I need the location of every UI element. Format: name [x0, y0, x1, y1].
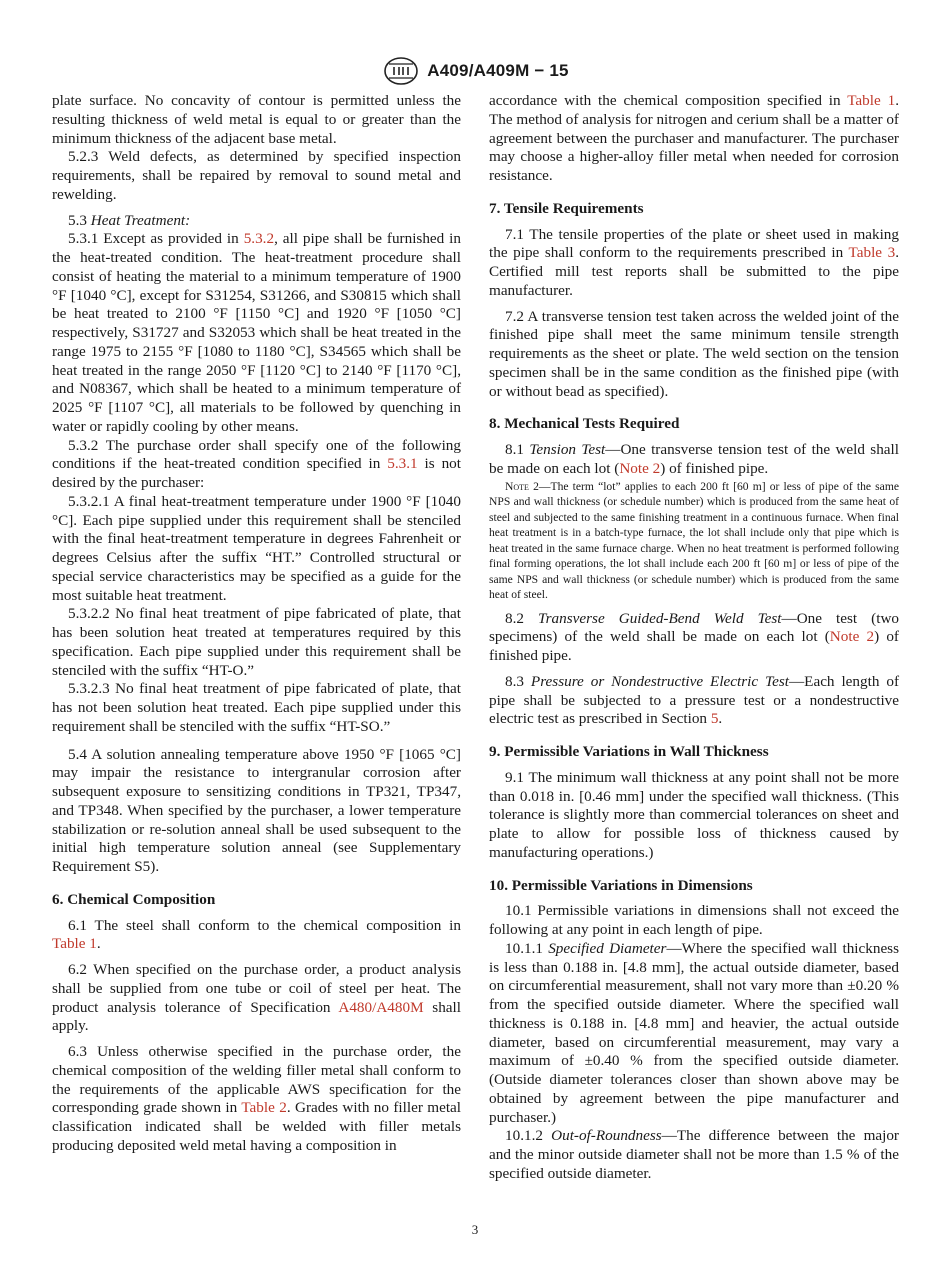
link-table-3[interactable]: Table 3 — [848, 244, 896, 262]
paragraph-6-1: 6.1 The steel shall conform to the chemical composition in Table 1. — [52, 916, 461, 953]
paragraph-8-2: 8.2 Transverse Guided-Bend Weld Test—One test (two specimens) of the weld shall be made on each lot (Note 2) of finished pipe. — [489, 609, 900, 664]
paragraph-5-2-3: 5.2.3 Weld defects, as determined by specified inspection requirements, shall be repaired by removal to sound metal and rewelding. — [52, 148, 461, 203]
paragraph-7-2: 7.2 A transverse tension test taken across the welded joint of the finished pipe shall meet the same minimum tensile strength requirements as the sheet or plate. The weld section on the tension specimen shall be in the same condition as the finished pipe (with or without bead as specified). — [489, 307, 899, 400]
paragraph-10-1-1: 10.1.1 Specified Diameter—Where the specified wall thickness is less than 0.188 in. [4.8 mm], the actual outside diameter, based on circumferential measurement, shall not vary more than ±0.20 % from the specified outside diameter. Where the specified wall thickness is 0.188 in. [4.8 mm] and heavier, the actual outside diameter, based on circumferential measurement, may vary a maximum of ±0.40 % from the specified outside diameter. (Outside diameter tolerances closer than shown above may be obtained by agreement between the pipe manufacturer and purchaser.) — [489, 939, 900, 1126]
section-8-heading: 8. Mechanical Tests Required — [489, 415, 680, 433]
paragraph: plate surface. No concavity of contour is permitted unless the resulting thickness of weld metal is equal to or greater than the minimum thickness of the adjacent base metal. — [52, 92, 461, 147]
section-6-heading: 6. Chemical Composition — [52, 890, 216, 908]
paragraph-10-1: 10.1 Permissible variations in dimensions shall not exceed the following at any point in each length of pipe. — [489, 902, 899, 938]
paragraph-5-3-1: 5.3.1 Except as provided in 5.3.2, all pipe shall be furnished in the heat-treated condition. The heat-treatment procedure shall consist of heating the material to a minimum temperature of 1900 °F [1040 °C], except for S31254, S31266, and S30815 which shall be heat treated to 2100 °F [1150 °C] and 1920 °F [1050 °C] respectively, S31727 and S32053 which shall be heat treated in the range 1975 to 2155 °F [1080 to 1180 °C], S34565 which shall be heat treated in the range 2050 °F [1120 °C] to 2140 °F [1170 °C], and N08367, which shall be heated to a minimum temperature of 2025 °F [1107 °C], all materials to be followed by quenching in water or rapidly cooling by other means. — [52, 230, 461, 435]
paragraph-9-1: 9.1 The minimum wall thickness at any point shall not be more than 0.018 in. [0.46 mm] under the specified wall thickness. (This tolerance is slightly more than commercial tolerances on sheet and plate to allow for possible loss of thickness caused by manufacturing operations.) — [489, 768, 899, 861]
paragraph-6-2: 6.2 When specified on the purchase order, a product analysis shall be supplied from one tube or coil of steel per heat. The product analysis tolerance of Specification A480/A480M shall apply. — [52, 961, 461, 1035]
paragraph-6-3-cont: accordance with the chemical composition specified in Table 1. The method of analysis for nitrogen and cerium shall be a matter of agreement between the purchaser and manufacturer. The purchaser may choose a higher-alloy filler metal when needed for corrosion resistance. — [489, 92, 899, 184]
paragraph-5-3-2: 5.3.2 The purchase order shall specify one of the following conditions if the heat-treated condition specified in 5.3.1 is not desired by the purchaser: — [52, 436, 461, 491]
link-5-3-1[interactable]: 5.3.1 — [387, 455, 418, 473]
section-10-heading: 10. Permissible Variations in Dimensions — [489, 876, 753, 894]
paragraph-5-3-2-2: 5.3.2.2 No final heat treatment of pipe fabricated of plate, that has been solution heat treated at temperatures required by this specification. Each pipe supplied under this requirement shall be stenciled with the suffix “HT-O.” — [52, 605, 461, 679]
page-number: 3 — [471, 1222, 479, 1237]
right-column — [489, 92, 899, 1184]
section-7-heading: 7. Tensile Requirements — [489, 199, 644, 217]
link-a480[interactable]: A480/A480M — [338, 998, 424, 1016]
astm-logo-icon — [381, 56, 421, 86]
paragraph-10-1-2: 10.1.2 Out-of-Roundness—The difference between the major and the minor outside diameter shall not be more than 1.5 % of the specified outside diameter. — [489, 1127, 899, 1182]
paragraph-5-4: 5.4 A solution annealing temperature above 1950 °F [1065 °C] may impair the resistance to intergranular corrosion after subsequent exposure to sensitizing conditions in TP321, TP347, and TP348. When specified by the purchaser, a lower temperature stabilization or re-solution anneal shall be used subsequent to the initial high temperature solution anneal (see Supplementary Requirement S5). — [52, 745, 461, 875]
paragraph-5-3-2-1: 5.3.2.1 A final heat-treatment temperature under 1900 °F [1040 °C]. Each pipe supplied under this requirement shall be stenciled with the final heat-treatment temperature in degrees Fahrenheit or degrees Celsius after the suffix “HT.” Controlled structural or special service characteristics may be specified as a guide for the most suitable heat treatment. — [52, 492, 461, 604]
note-2: Note 2—The term “lot” applies to each 200 ft [60 m] or less of pipe of the same NPS and wall thickness (or schedule number) which is produced from the same heat of steel and subjected to the same finishing treatment in a continuous furnace. When final heat treatment is in a batch-type furnace, the lot shall include only that pipe which is heat treated in the same furnace charge. When no heat treatment is performed following final forming operations, the lot shall include each 200 ft [60 m] or less of pipe of the same NPS and wall thickness (or schedule number) which is produced from the same heat of steel. — [489, 479, 899, 601]
link-note-2[interactable]: Note 2 — [829, 628, 875, 646]
link-table-2[interactable]: Table 2 — [241, 1099, 287, 1117]
paragraph-5-3-2-3: 5.3.2.3 No final heat treatment of pipe fabricated of plate, that has not been solution heat treated. Each pipe supplied under this requirement shall be stenciled with the suffix “HT-SO.” — [52, 680, 461, 735]
paragraph-7-1: 7.1 The tensile properties of the plate or sheet used in making the pipe shall conform to the requirements prescribed in Table 3. Certified mill test reports shall be submitted to the pipe manufacturer. — [489, 225, 899, 299]
page-header — [0, 56, 950, 86]
link-note-2[interactable]: Note 2 — [619, 459, 661, 477]
paragraph-6-3: 6.3 Unless otherwise specified in the purchase order, the chemical composition of the welding filler metal shall conform to the requirements of the applicable AWS specification for the corresponding grade shown in Table 2. Grades with no filler metal classification indicated shall be welded with filler metals producing deposited weld metal having a composition in — [52, 1043, 462, 1154]
link-section-5[interactable]: 5 — [710, 710, 719, 728]
link-table-1[interactable]: Table 1 — [52, 935, 97, 953]
paragraph-8-1: 8.1 Tension Test—One transverse tension test of the weld shall be made on each lot (Note 2) of finished pipe. — [489, 441, 899, 477]
standard-designation: A409/A409M − 15 — [427, 61, 569, 80]
link-table-1[interactable]: Table 1 — [847, 92, 896, 109]
section-5-3-heading: 5.3 Heat Treatment: — [68, 211, 191, 229]
left-column — [52, 92, 461, 1156]
section-9-heading: 9. Permissible Variations in Wall Thickness — [489, 743, 769, 760]
link-5-3-2[interactable]: 5.3.2 — [243, 230, 275, 248]
paragraph-8-3: 8.3 Pressure or Nondestructive Electric Test—Each length of pipe shall be subjected to a pressure test or a nondestructive electric test as prescribed in Section 5. — [489, 672, 900, 728]
